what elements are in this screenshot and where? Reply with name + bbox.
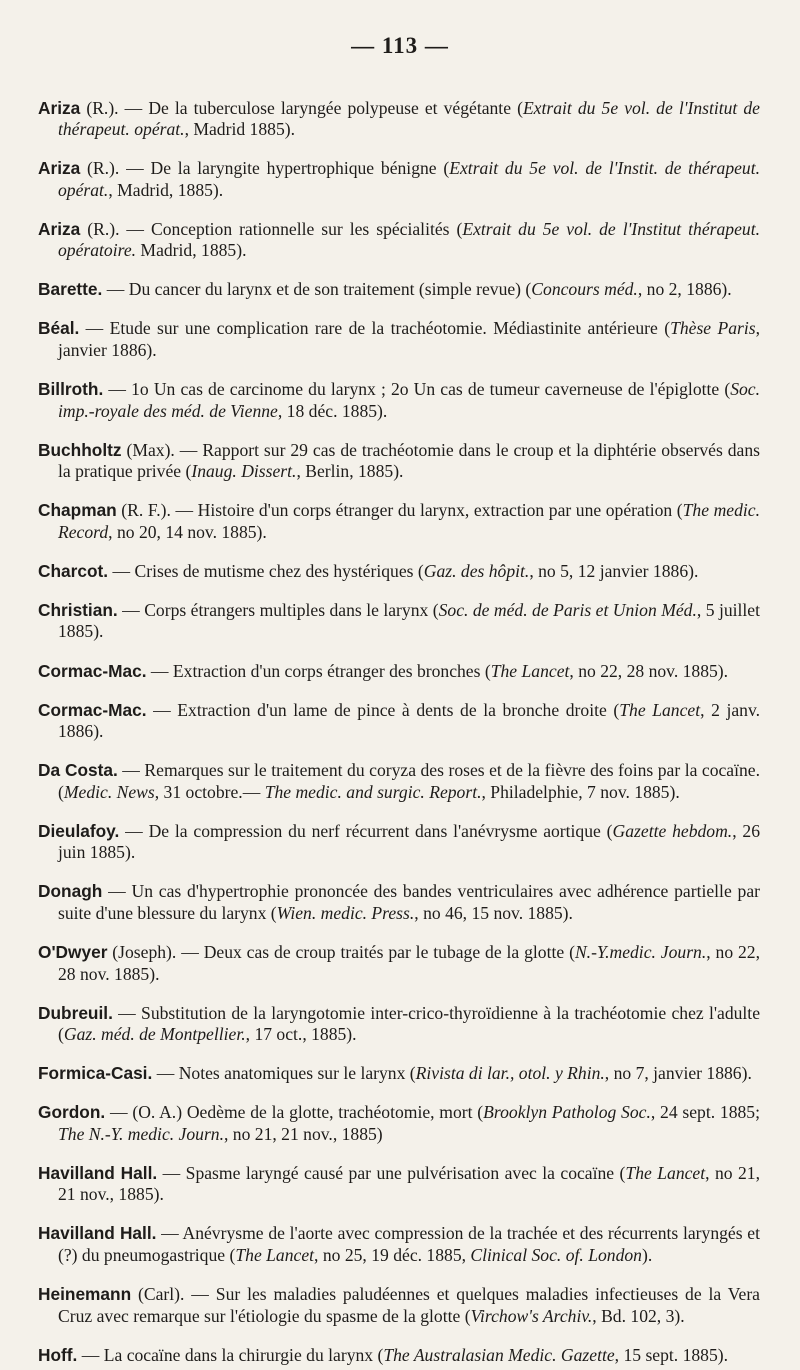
entry-source: Gaz. des hôpit. (423, 560, 530, 581)
entry-source: Brooklyn Patholog Soc. (483, 1102, 651, 1123)
bibliography-entry (38, 279, 760, 301)
bibliography-entry (38, 500, 760, 543)
entry-rest: , no 20, 14 nov. 1885). (108, 521, 267, 542)
bibliography-entry (38, 1284, 760, 1327)
entry-source: Virchow's Archiv. (470, 1305, 593, 1326)
bibliography-entry (38, 318, 760, 361)
bibliography-entry (38, 600, 760, 643)
entry-source: Extrait du 5e vol. de l'Instit. de thérapeut. opérat. (58, 158, 761, 200)
entry-rest: , Madrid 1885). (184, 119, 295, 140)
entry-text: Extraction d'un corps étranger des bronches ( (172, 660, 491, 681)
entry-rest: , janvier 1886). (58, 318, 761, 360)
entry-author-note: (R. F.). — (116, 500, 198, 521)
entry-text: Sur les maladies paludéennes et quelques maladies infectieuses de la Vera Cruz avec remarque sur l'étiologie du spasme de la glotte ( (58, 1284, 760, 1326)
entry-author: Chapman (38, 500, 117, 521)
entry-author: Christian. (38, 599, 118, 620)
entry-rest: , no 22, 28 nov. 1885). (569, 660, 729, 681)
entry-rest: , no 22, 28 nov. 1885). (58, 942, 760, 984)
entry-source: Concours méd. (531, 279, 638, 300)
entry-text: Corps étrangers multiples dans le larynx ( (144, 599, 439, 620)
entry-author-note: — (112, 1002, 142, 1023)
entry-author-note: (Carl). — (131, 1284, 216, 1305)
entry-author: Gordon. (38, 1102, 106, 1123)
entry-author: Cormac-Mac. (38, 699, 147, 720)
entry-author-note: — (152, 1063, 179, 1084)
entry-text: Crises de mutisme chez des hystériques ( (134, 560, 424, 581)
bibliography-entry (38, 440, 760, 483)
entry-author-note: (Max). — (121, 439, 203, 460)
entry-rest: , no 25, 19 déc. 1885, (314, 1244, 471, 1265)
entry-author-note: (R.). — (80, 158, 151, 179)
bibliography-entry (38, 158, 760, 201)
bibliography-entry (38, 1345, 760, 1367)
entry-rest-secondary: ). (641, 1244, 653, 1265)
entry-rest: , 2 janv. 1886). (58, 699, 760, 742)
entry-author-note: — (156, 1223, 183, 1244)
entry-rest: , 18 déc. 1885). (277, 400, 388, 421)
entry-source: Rivista di lar., otol. y Rhin. (415, 1063, 605, 1084)
entry-source: Gaz. méd. de Montpellier. (63, 1024, 246, 1045)
entry-author-note: — (117, 599, 145, 620)
entry-source: The Australasian Medic. Gazette (383, 1344, 615, 1365)
bibliography-entry (38, 1063, 760, 1085)
entry-author-note: — (157, 1162, 186, 1183)
entry-rest: , no 21, 21 nov., 1885). (58, 1162, 760, 1205)
entry-text: Extraction d'un lame de pince à dents de la bronche droite ( (177, 699, 620, 720)
bibliography-entry (38, 821, 760, 864)
entry-author: Heinemann (38, 1284, 132, 1305)
entry-text: Conception rationnelle sur les spécialités ( (151, 218, 463, 239)
entry-author: Dubreuil. (38, 1002, 113, 1023)
entry-text: Rapport sur 29 cas de trachéotomie dans le croup et la diphtérie observés dans la pratique privée ( (58, 439, 761, 482)
entry-text: De la compression du nerf récurrent dans l'anévrysme aortique ( (148, 820, 613, 841)
entry-rest: , 24 sept. 1885; (650, 1102, 760, 1123)
entry-rest: , no 7, janvier 1886). (604, 1063, 752, 1084)
entry-rest: , Bd. 102, 3). (592, 1305, 685, 1326)
bibliography-entry (38, 1163, 760, 1206)
entry-author-note: — (102, 279, 129, 300)
entry-author: Billroth. (38, 379, 104, 400)
entry-author: Ariza (38, 97, 81, 118)
entry-source: Medic. News (63, 781, 155, 802)
entry-text: Du cancer du larynx et de son traitement (simple revue) ( (128, 279, 532, 300)
bibliography-entry (38, 1003, 760, 1046)
entry-text: Notes anatomiques sur le larynx ( (178, 1063, 416, 1084)
entry-author-note: (R.). — (80, 97, 149, 118)
entry-source: Extrait du 5e vol. de l'Institut de thérapeut. opérat. (58, 97, 760, 140)
entry-text: De la tuberculose laryngée polypeuse et végétante ( (148, 97, 523, 118)
entry-source: The medic. Record (58, 500, 760, 542)
entry-source: The Lancet (490, 660, 570, 681)
entry-text: Un cas d'hypertrophie prononcée des bandes ventriculaires avec adhérence partielle par suite d'une blessure du larynx ( (58, 881, 760, 923)
entry-author-note: (Joseph). — (107, 942, 204, 962)
entry-rest: , 26 juin 1885). (58, 820, 761, 863)
entry-text: Histoire d'un corps étranger du larynx, extraction par une opération ( (197, 500, 683, 521)
entry-rest: , 5 juillet 1885). (58, 599, 760, 642)
entry-author-note: — (103, 379, 132, 400)
entry-author-note: — (108, 560, 135, 581)
bibliography-entry (38, 700, 760, 743)
entry-rest-secondary: , no 21, 21 nov., 1885) (224, 1123, 383, 1144)
entry-author: Ariza (38, 218, 81, 239)
page-number: — 113 — (351, 33, 449, 58)
entry-text: Deux cas de croup traités par le tubage de la glotte ( (203, 942, 575, 962)
entry-source: Soc. imp.-royale des méd. de Vienne (58, 379, 760, 421)
entry-text: Anévrysme de l'aorte avec compression de la trachée et des récurrents laryngés et (?) du pneumogastrique ( (58, 1223, 760, 1265)
entry-rest: , no 5, 12 janvier 1886). (529, 560, 699, 581)
entry-rest: , Berlin, 1885). (296, 461, 404, 482)
bibliography-entry (38, 561, 760, 583)
entry-source: Inaug. Dissert. (191, 461, 297, 482)
entry-source: The Lancet (235, 1244, 315, 1265)
entry-author: Buchholtz (38, 439, 122, 460)
entry-rest-secondary: , Philadelphie, 7 nov. 1885). (481, 781, 680, 802)
entry-text: Spasme laryngé causé par une pulvérisation avec la cocaïne ( (185, 1162, 626, 1183)
entry-source-secondary: The medic. and surgic. Report. (264, 781, 482, 802)
bibliography-entry (38, 942, 760, 985)
entry-source-secondary: The N.-Y. medic. Journ. (58, 1123, 224, 1144)
entry-source: Wien. medic. Press. (276, 902, 415, 923)
entry-author: Da Costa. (38, 760, 118, 781)
entry-source: The Lancet (619, 699, 701, 720)
bibliography-entry (38, 661, 760, 683)
bibliography-entry (38, 1102, 760, 1145)
entry-author-note: (R.). — (80, 218, 151, 239)
entry-author: Formica-Casi. (38, 1063, 153, 1084)
bibliography-entry (38, 881, 760, 924)
entry-author: Hoff. (38, 1344, 78, 1365)
entry-author: Havilland Hall. (38, 1223, 157, 1244)
entry-rest: Madrid, 1885). (136, 240, 247, 261)
entry-source: Gazette hebdom. (612, 820, 733, 841)
entry-rest: , Madrid, 1885). (108, 179, 224, 200)
entry-text: 1o Un cas de carcinome du larynx ; 2o Un cas de tumeur caverneuse de l'épiglotte ( (131, 379, 731, 400)
entry-text: Oedème de la glotte, trachéotomie, mort ( (186, 1102, 484, 1123)
entry-author: O'Dwyer (38, 942, 108, 962)
bibliography-entry (38, 379, 760, 422)
entry-source: Thèse Paris (670, 318, 756, 339)
entry-rest: , no 46, 15 nov. 1885). (414, 902, 573, 923)
bibliography-entry (38, 1223, 760, 1266)
entry-author: Donagh (38, 881, 103, 902)
entry-text: Substitution de la laryngotomie inter-crico-thyroïdienne à la trachéotomie chez l'adulte ( (58, 1002, 761, 1045)
entry-author-note: — (119, 820, 149, 841)
bibliography-entry (38, 98, 760, 141)
entry-source-secondary: Clinical Soc. of. London (470, 1244, 642, 1265)
entry-source: N.-Y.medic. Journ. (574, 942, 707, 962)
entry-rest: , 31 octobre.— (154, 781, 265, 802)
entry-rest: , no 2, 1886). (637, 279, 732, 300)
entry-rest: , 15 sept. 1885). (614, 1344, 729, 1365)
entry-author: Ariza (38, 158, 81, 179)
entry-author-note: — (146, 699, 178, 720)
entry-author-note: — (O. A.) (105, 1102, 187, 1123)
entry-author: Béal. (38, 318, 80, 339)
entry-author-note: — (102, 881, 132, 902)
entry-author: Barette. (38, 279, 103, 300)
entry-source: The Lancet (625, 1162, 706, 1183)
entry-author-note: — (77, 1344, 104, 1365)
entry-author-note: — (117, 760, 145, 781)
entry-text: Etude sur une complication rare de la trachéotomie. Médiastinite antérieure ( (109, 318, 671, 339)
entry-author-note: — (146, 660, 173, 681)
bibliography-list (38, 80, 760, 1370)
entry-rest: , 17 oct., 1885). (245, 1024, 357, 1045)
entry-author: Dieulafoy. (38, 820, 120, 841)
entry-text: Remarques sur le traitement du coryza des roses et de la fièvre des foins par la cocaïne. ( (58, 760, 760, 802)
entry-text: La cocaïne dans la chirurgie du larynx ( (103, 1344, 384, 1365)
entry-author-note: — (79, 318, 110, 339)
entry-source: Soc. de méd. de Paris et Union Méd. (438, 599, 697, 620)
bibliography-entry (38, 760, 760, 803)
bibliography-entry (38, 219, 760, 262)
entry-author: Havilland Hall. (38, 1162, 158, 1183)
entry-source: Extrait du 5e vol. de l'Institut thérapeut. opératoire. (58, 218, 760, 261)
entry-author: Cormac-Mac. (38, 660, 147, 681)
entry-author: Charcot. (38, 560, 109, 581)
entry-text: De la laryngite hypertrophique bénigne ( (150, 158, 450, 179)
